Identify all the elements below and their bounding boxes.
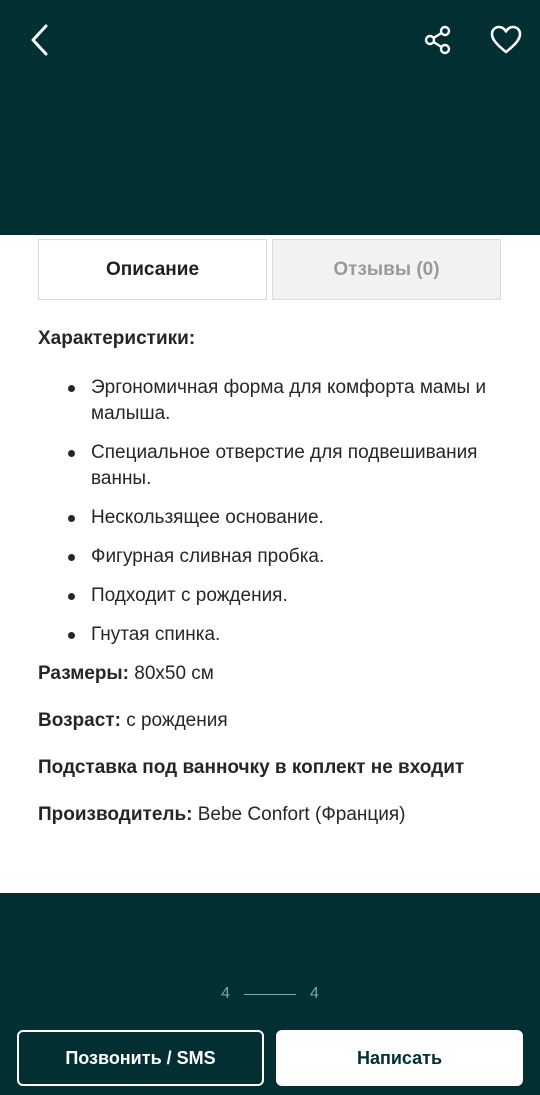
age-label: Возраст: [38,710,121,731]
list-item: Нескользящее основание. [38,505,508,531]
tab-description[interactable]: Описание [38,239,267,300]
bullet-dot [68,515,75,522]
characteristics-heading: Характеристики: [38,328,196,349]
product-info-panel [0,235,540,893]
maker-row [38,802,508,828]
share-icon [423,25,453,55]
list-item: Специальное отверстие для подвешивания ванны. [38,440,508,492]
pager-divider [244,994,296,995]
favorite-button[interactable] [486,20,526,60]
write-message-button[interactable]: Написать [276,1030,523,1086]
bullet-dot [68,554,75,561]
list-item: Фигурная сливная пробка. [38,544,508,570]
sizes-value: 80x50 см [134,663,214,684]
list-item: Подходит с рождения. [38,583,508,609]
bullet-dot [68,450,75,457]
maker-value: Bebe Confort (Франция) [197,804,406,825]
bullet-dot [68,632,75,639]
pager-current: 4 [221,985,230,1002]
pager-total: 4 [310,985,319,1002]
tab-reviews[interactable]: Отзывы (0) [272,239,501,300]
sizes-row [38,661,508,687]
description-content [38,327,508,828]
share-button[interactable] [418,20,458,60]
bullet-dot [68,385,75,392]
image-area [0,0,540,235]
characteristics-list [38,375,508,648]
stand-note: Подставка под ванночку в коплект не входит [38,757,465,778]
maker-label: Производитель: [38,804,193,825]
list-item: Гнутая спинка. [38,622,508,648]
age-value: с рождения [126,710,228,731]
back-button[interactable] [20,20,60,60]
chevron-left-icon [28,23,52,57]
list-item: Эргономичная форма для комфорта мамы и малыша. [38,375,508,427]
image-pager [0,980,540,1008]
sizes-label: Размеры: [38,663,129,684]
call-sms-button[interactable]: Позвонить / SMS [17,1030,264,1086]
heart-icon [489,25,523,55]
bullet-dot [68,593,75,600]
tabs [38,239,501,301]
age-row [38,708,508,734]
